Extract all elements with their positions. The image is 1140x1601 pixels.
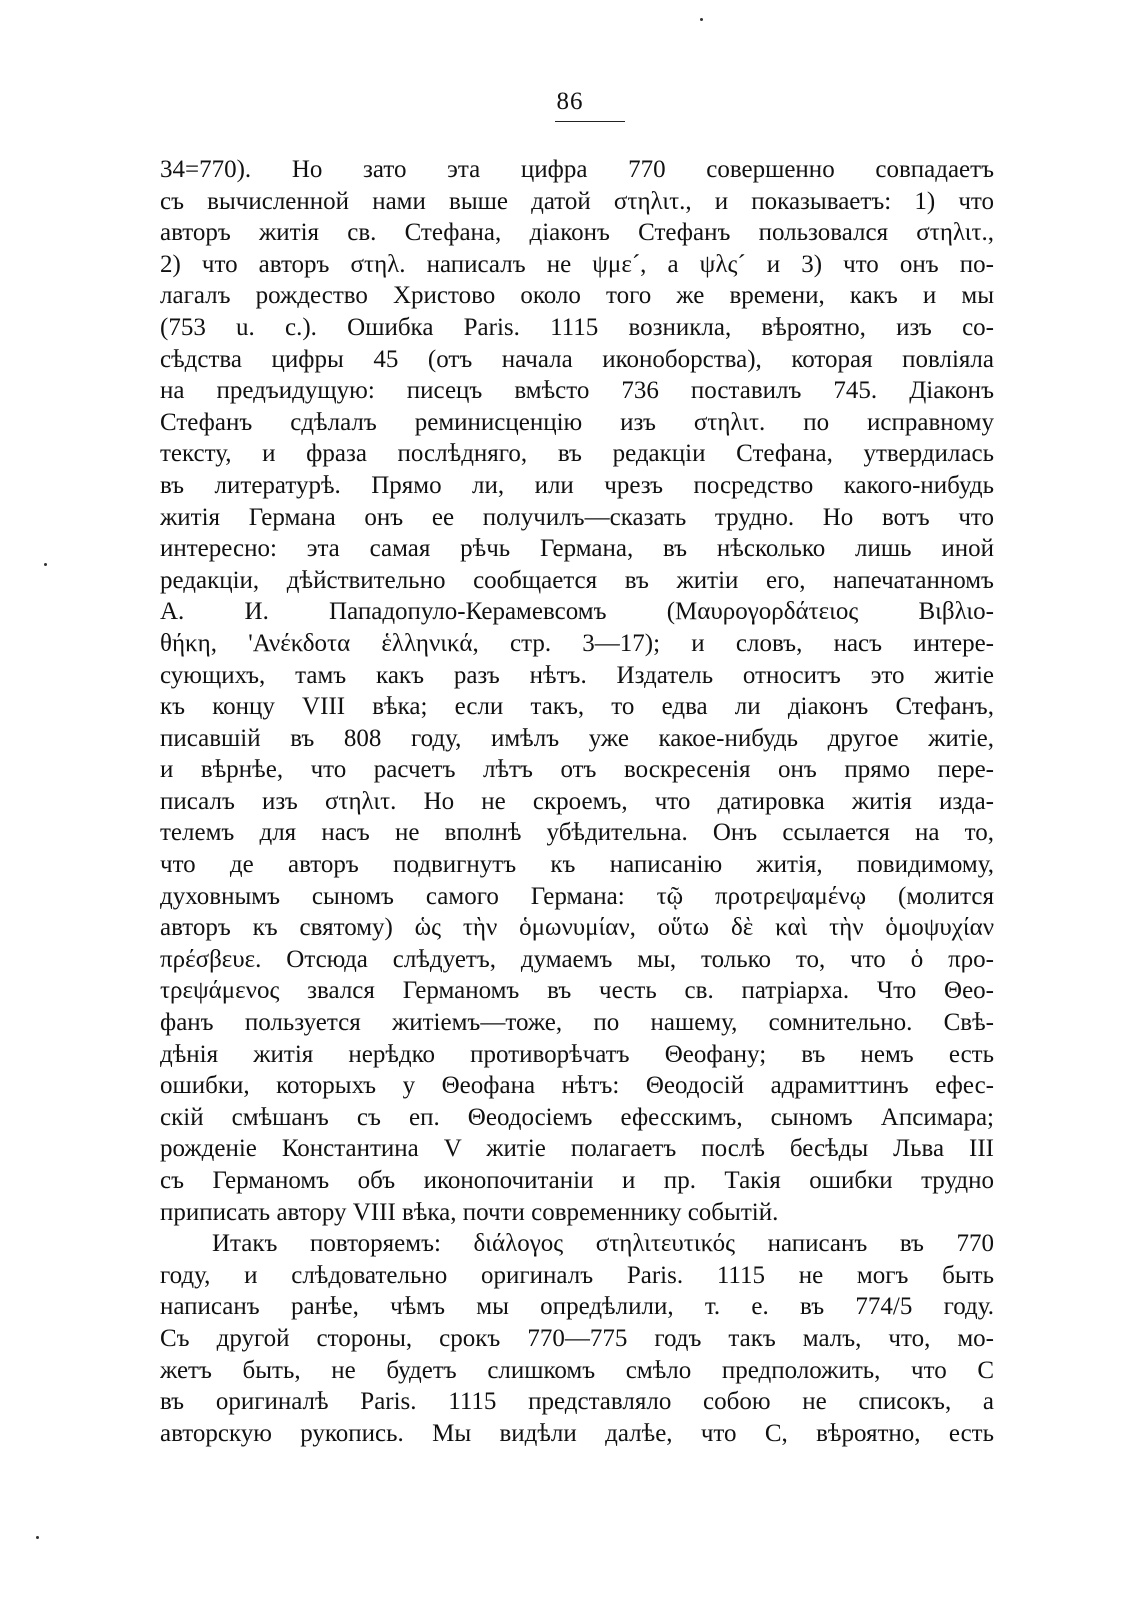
- text-line: рожденіе Константина V житіе полагаетъ послѣ бесѣды Льва III: [160, 1135, 994, 1163]
- paragraph: [160, 1228, 994, 1449]
- text-line: скій смѣшанъ съ еп. Θеодосіемъ ефесскимъ, сыномъ Апсимара;: [160, 1103, 994, 1131]
- page-number-rule: [555, 121, 625, 122]
- text-line: дѣнія житія нерѣдко противорѣчатъ Θеофану; въ немъ есть: [160, 1040, 994, 1068]
- text-line: интересно: эта самая рѣчь Германа, въ нѣсколько лишь иной: [160, 535, 994, 563]
- text-line: Итакъ повторяемъ: διάλογος στηλιτευτικός написанъ въ 770: [212, 1230, 994, 1258]
- text-line: житія Германа онъ ее получилъ—сказать трудно. Но вотъ что: [160, 503, 994, 531]
- text-line: телемъ для насъ не вполнѣ убѣдительна. Онъ ссылается на то,: [160, 819, 994, 847]
- text-line: θήκη, 'Ανέκδοτα ἑλληνικά, стр. 3—17); и словъ, насъ интере-: [160, 629, 994, 657]
- text-line: писалъ изъ στηλιτ. Но не скроемъ, что датировка житія изда-: [160, 787, 994, 815]
- text-line: авторъ житія св. Стефана, діаконъ Стефанъ пользовался στηλιτ.,: [160, 219, 994, 247]
- text-line: 2) что авторъ στηλ. написалъ не ψμε´, а ψλς´ и 3) что онъ по-: [160, 250, 994, 278]
- text-line: написанъ ранѣе, чѣмъ мы опредѣлили, т. е. въ 774/5 году.: [160, 1293, 994, 1321]
- text-line: на предъидущую: писецъ вмѣсто 736 поставилъ 745. Діаконъ: [160, 377, 994, 405]
- text-line: лагалъ рождество Христово около того же времени, какъ и мы: [160, 282, 994, 310]
- paragraph: [160, 154, 994, 1228]
- text-line: Съ другой стороны, срокъ 770—775 годъ такъ малъ, что, мо-: [160, 1324, 994, 1352]
- text-line: ошибки, которыхъ у Θеофана нѣтъ: Θеодосій адрамиттинъ ефес-: [160, 1072, 994, 1100]
- text-line: въ оригиналѣ Paris. 1115 представляло собою не списокъ, а: [160, 1388, 994, 1416]
- text-line: тексту, и фраза послѣдняго, въ редакціи Стефана, утвердилась: [160, 440, 994, 468]
- text-line: что де авторъ подвигнутъ къ написанію житія, повидимому,: [160, 851, 994, 879]
- scan-speck: [44, 563, 47, 566]
- text-line: авторскую рукопись. Мы видѣли далѣе, что С, вѣроятно, есть: [160, 1419, 994, 1447]
- text-line: πρέσβευε. Отсюда слѣдуетъ, думаемъ мы, только то, что ὁ προ-: [160, 945, 994, 973]
- text-line: къ концу VIII вѣка; если такъ, то едва ли діаконъ Стефанъ,: [160, 693, 994, 721]
- text-line: сѣдства цифры 45 (отъ начала иконоборства), которая повліяла: [160, 345, 994, 373]
- text-line: редакціи, дѣйствительно сообщается въ житіи его, напечатанномъ: [160, 566, 994, 594]
- text-line: духовнымъ сыномъ самого Германа: τῷ προτρεψαμένῳ (молится: [160, 882, 994, 910]
- text-line: году, и слѣдовательно оригиналъ Paris. 1115 не могъ быть: [160, 1261, 994, 1289]
- text-line: въ литературѣ. Прямо ли, или чрезъ посредство какого-нибудь: [160, 471, 994, 499]
- text-line: съ Германомъ объ иконопочитаніи и пр. Такія ошибки трудно: [160, 1167, 994, 1194]
- text-line: А. И. Пападопуло-Керамевсомъ (Μαυρογορδάτειος Βιβλιο-: [160, 598, 994, 626]
- text-line: τρεψάμενος звался Германомъ въ честь св. патріарха. Что Θео-: [160, 977, 994, 1005]
- text-line: приписать автору VIII вѣка, почти современнику событій.: [160, 1198, 779, 1226]
- text-line: сующихъ, тамъ какъ разъ нѣтъ. Издатель относитъ это житіе: [160, 661, 994, 689]
- scan-speck: [700, 18, 703, 21]
- text-line: фанъ пользуется житіемъ—тоже, по нашему, сомнительно. Свѣ-: [160, 1009, 994, 1037]
- text-line: Стефанъ сдѣлалъ реминисценцію изъ στηλιτ. по исправному: [160, 408, 994, 436]
- text-line: 34=770). Но зато эта цифра 770 совершенно совпадаетъ: [160, 156, 994, 183]
- text-line: писавшій въ 808 году, имѣлъ уже какое-нибудь другое житіе,: [160, 724, 994, 752]
- text-line: жетъ быть, не будетъ слишкомъ смѣло предположить, что С: [160, 1356, 994, 1384]
- page-number: 86: [556, 88, 584, 115]
- scan-speck: [36, 1536, 39, 1539]
- text-line: съ вычисленной нами выше датой στηλιτ., и показываетъ: 1) что: [160, 187, 994, 215]
- text-line: авторъ къ святому) ὡς τὴν ὁμωνυμίαν, οὕτω δὲ καὶ τὴν ὁμοψυχίαν: [160, 914, 994, 942]
- text-line: (753 u. c.). Ошибка Paris. 1115 возникла, вѣроятно, изъ со-: [160, 313, 994, 341]
- text-line: и вѣрнѣе, что расчетъ лѣтъ отъ воскресенія онъ прямо пере-: [160, 756, 994, 784]
- body-text: [160, 154, 994, 1449]
